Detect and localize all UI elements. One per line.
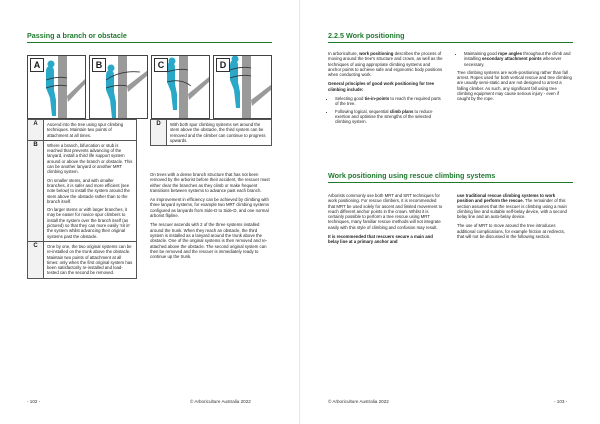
step-key-c: C	[28, 241, 44, 278]
step-row-d	[151, 120, 272, 146]
section2-left-bold: It is recommended that rescuers secure a main and belay line at a primary anchor and	[328, 234, 433, 245]
step-key-a: A	[28, 120, 44, 141]
left-page-number: - 102 -	[27, 399, 41, 404]
section2-left-para: Arborists commonly use both MRT and SRT techniques for work positioning. For rescue climbers, it is recommended that MRT be used solely for ascent and limited movement to reach different anchor points in the crown. Whilst it is certainly possible to perform a tree rescue using MRT techniques, many familiar rescue methods will not integrate easily with this style of climbing and confusion may result.	[328, 193, 443, 230]
step-row-a	[28, 120, 137, 141]
right-page-number: - 103 -	[554, 399, 568, 404]
step-b-para-3: On larger stems or with larger branches, it may be easier for novice spur climbers to install the system over the branch itself (as pictured) so that they can more easily ‘sit in’ the system whilst advancing their original systems past the obstacle.	[47, 207, 131, 239]
climbing-illustration-strip	[27, 55, 272, 117]
principle-3-bold: rope angles	[497, 51, 523, 56]
principles-list-cont	[457, 51, 573, 67]
step-row-c	[28, 241, 137, 278]
principles-list	[328, 96, 444, 124]
principle-item-1	[335, 96, 444, 107]
illustration-panel-b	[89, 55, 148, 119]
left-section-title: Passing a branch or obstacle	[27, 31, 127, 40]
fall-arrest-paragraph: Tree climbing systems are work-positioning rather than fall arrest. Ropes used for both vertical rescue and tree climbing are usually semi-static and are not designed to arrest a falling climber. As such, any significant fall using tree climbing equipment may cause serious injury - even if caught by the rope.	[457, 69, 572, 102]
left-body-para-3: The rescuer ascends with 2 of the three systems installed around the trunk. When they reach an obstacle, the third system is installed as a lanyard around the trunk above the obstacle. One of the original systems is then removed and re-attached above the obstacle. The second original system can then be removed and the rescuer is immediately ready to continue up the trunk.	[150, 222, 268, 260]
step-text-c: One by one, the two original systems can be re-installed on the trunk above the obstacle. Maintain two points of attachment at all times: only when the first original system has been satisfactorily re-installed and load-tested can the second be removed.	[44, 241, 137, 278]
principle-3-pre: Maintaining good	[464, 51, 498, 56]
principle-item-3	[464, 51, 573, 67]
principle-2-pre: Following logical, sequential	[335, 108, 390, 114]
section2-title: Work positioning using rescue climbing systems	[328, 171, 496, 180]
intro-text-post: describes the process of moving around the tree's structure and crown, as well as the techniques of using appropriate climbing systems and anchor points to achieve safe and ergonomic body positions when conducting work.	[328, 51, 443, 78]
panel-letter-c: C	[154, 58, 168, 72]
illustration-panel-c	[151, 55, 210, 119]
illustration-panel-d	[213, 55, 272, 119]
principle-1-pre: Selecting good	[335, 96, 365, 102]
left-body-column	[150, 172, 272, 263]
illustration-panel-a	[27, 55, 86, 119]
section2-right-para-2: The use of MRT to move around the tree introduces additional complications, for example friction at redirects, that will not be discussed in the following section.	[457, 223, 565, 240]
principles-heading-text: General principles of good work positioning for tree climbing include:	[328, 81, 434, 92]
step-text-d: With both spur climbing systems set around the stem above the obstacle, the third system can be removed and the climber can continue to progress upwards.	[167, 120, 272, 146]
section2-right-column	[457, 193, 573, 243]
right-right-column	[457, 51, 573, 106]
principle-3-mid: throughout the climb and installing	[464, 51, 571, 62]
left-title-rule	[27, 42, 272, 43]
principle-3-post: whenever necessary.	[464, 56, 562, 67]
principle-2-bold: climb plans	[389, 108, 414, 114]
principle-item-2	[335, 109, 444, 125]
step-key-b: B	[28, 140, 44, 241]
principle-1-bold: tie-in-points	[364, 96, 390, 102]
right-page	[300, 0, 600, 424]
step-row-b	[28, 140, 137, 241]
section2-right-bold: use traditional rescue climbing systems to work position and perform the rescue.	[457, 193, 556, 204]
left-body-para-1: On trees with a dense branch structure that has not been removed by the arborist before their accident, the rescuer must either clear the branches as they climb or make frequent transitions between systems to advance past each branch.	[150, 172, 270, 193]
principles-heading	[328, 81, 444, 92]
principle-1-post: to reach the required parts of the tree.	[335, 96, 441, 107]
step-b-para-1: Where a branch, bifurcation or stub is reached that prevents advancing of the lanyard, install a third life support system around or above the branch or obstacle. This can be another lanyard or another MRT climbing system.	[47, 142, 133, 175]
right-left-column	[328, 51, 444, 129]
section2-right-post: The remainder of this section assumes that the rescuer is climbing using a main climbing line and suitable self-belay device, with a second belay line and an auto-belay device.	[457, 198, 567, 220]
steps-table-right	[150, 119, 272, 146]
right-section-heading: 2.2.5 Work positioning	[328, 31, 405, 40]
principle-3-bold2: secondary attachment points	[481, 56, 542, 62]
principle-2-post: to reduce exertion and optimise the strengths of the selected climbing system.	[335, 108, 433, 125]
step-text-a: Ascend into the tree using spur climbing techniques. Maintain two points of attachment at all times.	[44, 120, 137, 141]
panel-letter-a: A	[30, 58, 44, 72]
left-body-para-2: An improvement in efficiency can be achieved by climbing with three lanyard systems, for example two MRT climbing systems configured as lanyards from Side-D to Side-D, and one normal arborist flipline.	[150, 197, 269, 219]
panel-letter-b: B	[92, 58, 106, 72]
section2-left-column	[328, 193, 444, 249]
section2-right-para-1	[457, 193, 573, 219]
step-key-d: D	[151, 120, 167, 146]
section2-left-bold-para	[328, 234, 444, 245]
step-b-para-2: On smaller stems, and with smaller branches, it is safer and more efficient (see note below) to install the system around the stem above the obstacle rather than to the branch itself.	[47, 177, 130, 204]
right-heading-rule	[328, 42, 573, 43]
left-footer-copyright: © Arboriculture Australia 2022	[190, 399, 251, 404]
step-text-b	[44, 140, 137, 241]
right-footer-copyright: © Arboriculture Australia 2022	[328, 399, 389, 404]
section2-rule	[328, 182, 573, 183]
intro-text-pre: In arboriculture,	[328, 51, 360, 56]
intro-text-bold: work positioning	[359, 51, 394, 56]
steps-table-left	[27, 119, 137, 279]
intro-paragraph	[328, 51, 444, 77]
panel-letter-d: D	[216, 58, 230, 72]
